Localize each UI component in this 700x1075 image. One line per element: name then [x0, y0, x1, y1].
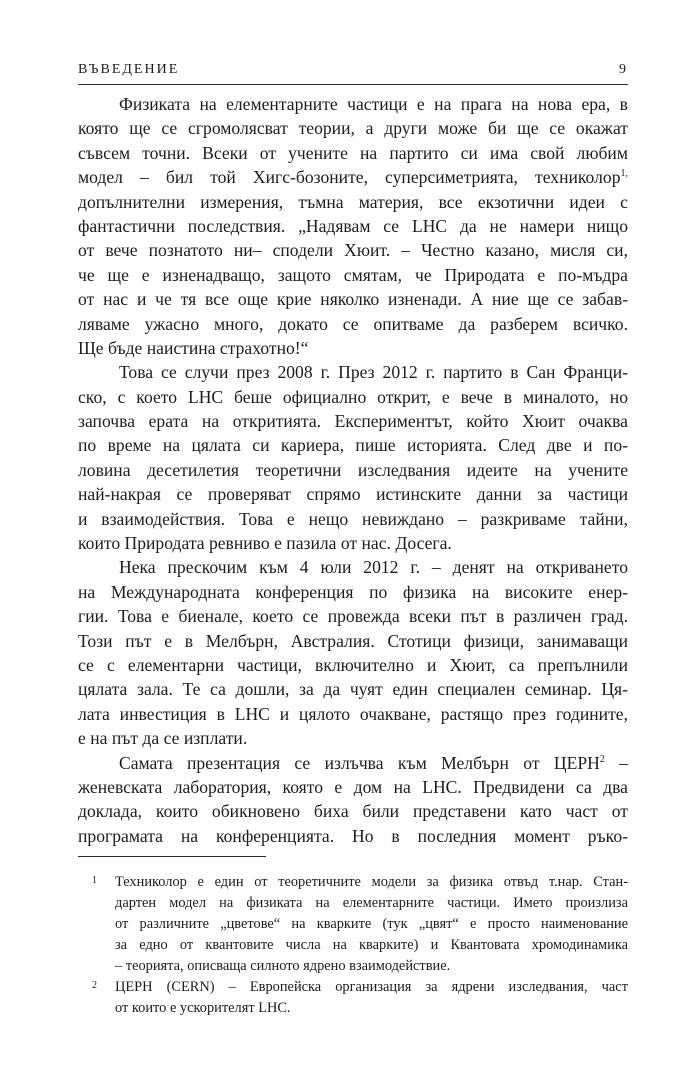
text-line-content: модел – бил той Хигс-бозоните, суперсиметрията, техниколор	[78, 167, 621, 188]
text-line: ловина десетилетия теоретични изследвания идеите на учените	[78, 459, 628, 480]
text-line: че ще е изненадващо, защото смятам, че Природата е по-мъдра	[78, 264, 628, 285]
footnote-line: дартен модел на физиката на елементарните частици. Името произлиза	[115, 895, 628, 911]
text-line: лата инвестиция в LHC и цялото очакване, растящо през годините,	[78, 703, 628, 724]
text-line: Този път е в Мелбърн, Австралия. Стотици физици, занимаващи	[78, 630, 628, 651]
text-line: започва ерата на откритията. Експериментът, който Хюит очаква	[78, 411, 628, 432]
text-line: е на път да се изплати.	[78, 728, 248, 749]
text-line	[78, 751, 628, 775]
footnote-number: 1	[92, 875, 97, 886]
text-line: по време на цялата си кариера, пише историята. След две и по-	[78, 435, 628, 456]
footnotes	[78, 872, 628, 1019]
text-line: Физиката на елементарните частици е на прага на нова ера, в	[119, 94, 628, 114]
text-line: Ще бъде наистина страхотно!“	[78, 337, 309, 358]
footnote-1	[78, 872, 628, 977]
text-line: цялата зала. Те са дошли, за да чуят един специален семинар. Ця-	[78, 679, 628, 700]
footnote-line: – теорията, описваща силното ядрено взаимодействие.	[115, 958, 451, 974]
header-rule	[78, 84, 628, 85]
footnote-line: от различните „цветове“ на кварките (тук „цвят“ е просто наименование	[115, 916, 628, 932]
text-line: на Международната конференция по физика на високите енер-	[78, 581, 628, 602]
footnote-line: от които е ускорителят LHC.	[115, 1000, 291, 1016]
footnote-line: ЦЕРН (CERN) – Европейска организация за ядрени изследвания, част	[115, 979, 628, 995]
text-line: съвсем точни. Всеки от учените на партито си има свой любим	[78, 142, 628, 163]
text-line: допълнителни измерения, тъмна материя, все екзотични идеи с	[78, 191, 628, 212]
text-line: и взаимодействия. Това е нещо невиждано – разкриваме тайни,	[78, 508, 628, 529]
text-line: се с елементарни частици, включително и Хюит, са препълнили	[78, 654, 628, 675]
text-line: доклада, които обикновено биха били представени като част от	[78, 801, 628, 822]
footnote-rule	[78, 856, 266, 857]
text-line: женевската лаборатория, която е дом на LHC. Предвидени са два	[78, 776, 628, 797]
text-line: Нека прескочим към 4 юли 2012 г. – денят на откриването	[119, 557, 628, 578]
footnote-ref-1: 1,	[620, 168, 628, 180]
footnote-line: за едно от квантовите числа на кварките) и Квантовата хромодинамика	[115, 937, 628, 953]
text-line: която ще се сгромолясват теории, а други може би ще се окажат	[78, 118, 628, 139]
text-line: гии. Това е биенале, което се провежда всеки път в различен град.	[78, 606, 628, 627]
footnote-ref-2: 2	[599, 753, 605, 765]
text-line: от нас и че тя все още крие няколко изненади. А ние ще се забав-	[78, 289, 628, 310]
section-title: ВЪВЕДЕНИЕ	[78, 62, 180, 77]
text-line: Това се случи през 2008 г. През 2012 г. партито в Сан Франци-	[119, 362, 628, 383]
running-header	[78, 62, 628, 78]
body-text	[78, 92, 628, 848]
text-line: ско, с което LHC беше официално открит, е вече в миналото, но	[78, 386, 628, 407]
text-line: програмата на конференцията. Но в последния момент ръко-	[78, 825, 628, 846]
text-line: най-накрая се проверяват спрямо истинските данни за частици	[78, 484, 628, 505]
page-number: 9	[619, 62, 628, 77]
text-line	[78, 165, 628, 189]
text-line: фантастични последствия. „Надявам се LHC да не намери нищо	[78, 215, 628, 236]
footnote-2	[78, 977, 628, 1019]
footnote-number: 2	[92, 980, 97, 991]
text-line-content: Самата презентация се излъчва към Мелбърн от ЦЕРН	[119, 752, 600, 773]
text-line: които Природата ревниво е пазила от нас. Досега.	[78, 533, 452, 554]
footnote-line: Техниколор е един от теоретичните модели за физика отвъд т.нар. Стан-	[115, 874, 628, 890]
text-line: ляваме ужасно много, докато се опитваме да разберем всичко.	[78, 313, 628, 334]
text-line-tail: –	[604, 752, 628, 773]
text-line: от вече познатото ни– сподели Хюит. – Честно казано, мисля си,	[78, 240, 628, 261]
